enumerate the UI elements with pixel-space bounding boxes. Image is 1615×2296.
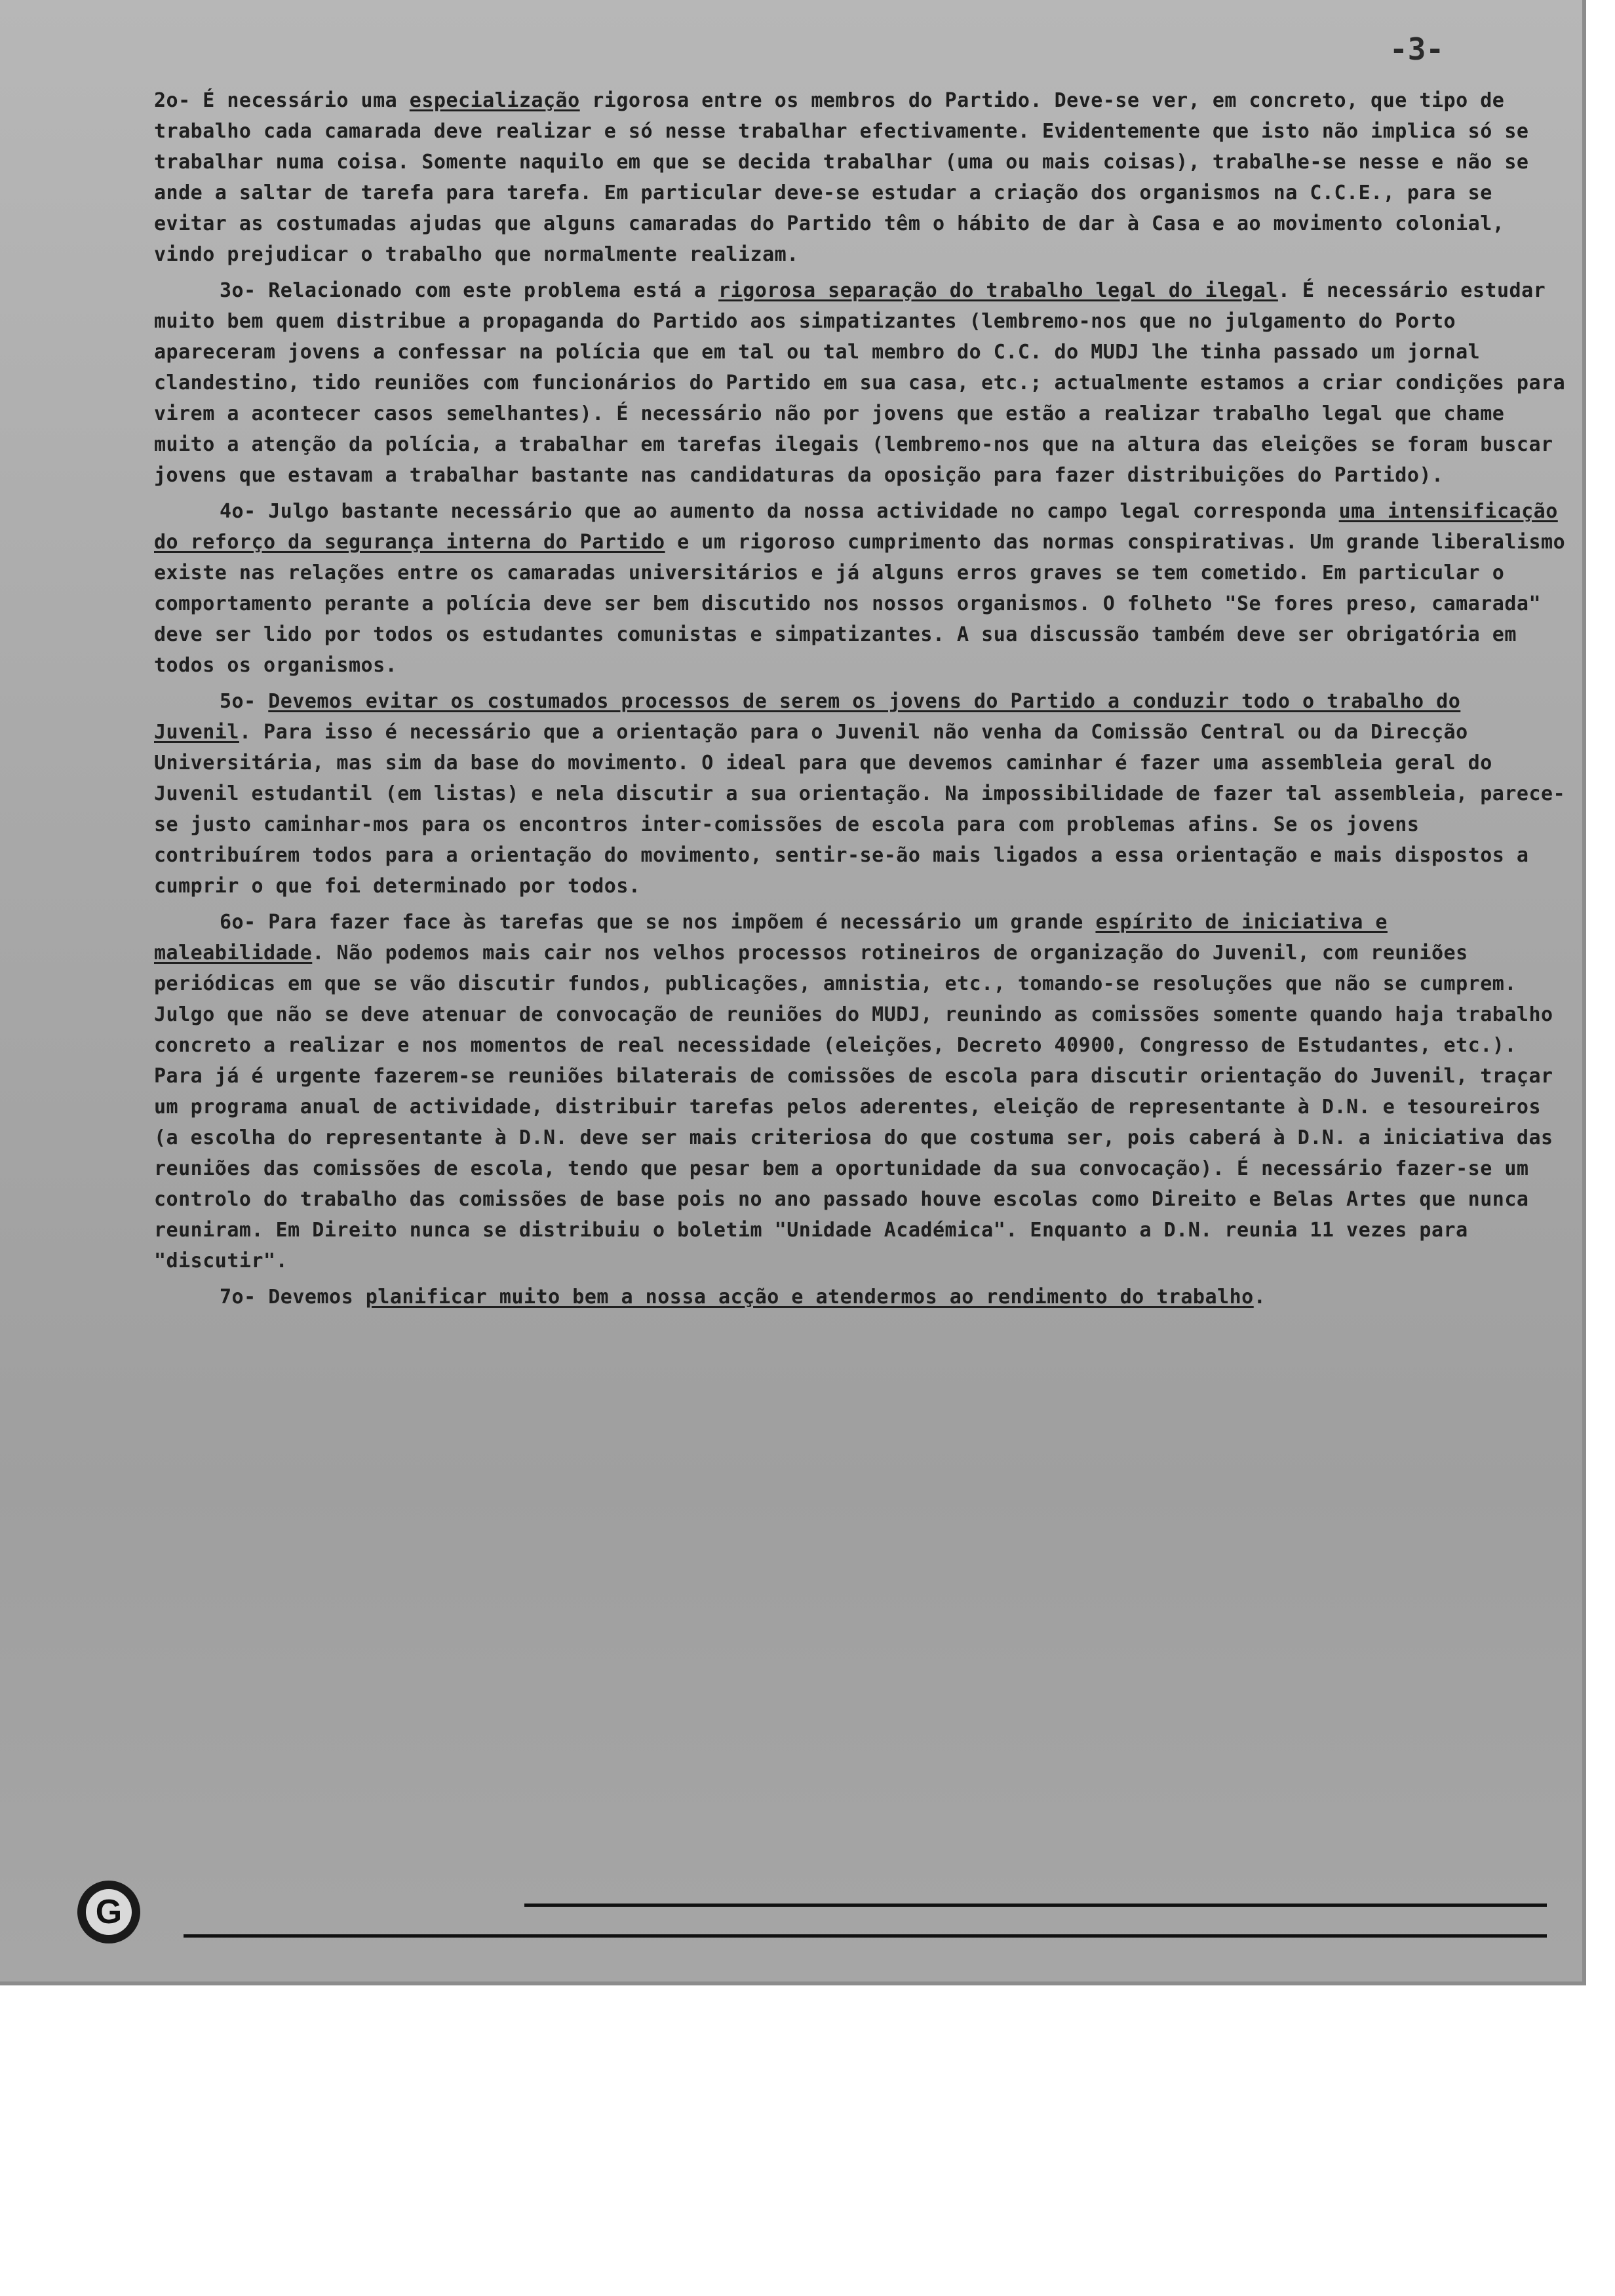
paragraph-3: 3o- Relacionado com este problema está a rigorosa separação do trabalho legal do ilegal. É necessário estudar muito bem quem distribue a propaganda do Partido aos simpatizantes (lembremo-nos que no julgamento do Porto apareceram jovens a confessar na polícia que em tal ou tal membro do C.C. do MUDJ lhe tinha passado um jornal clandestino, tido reuniões com funcionários do Partido em sua casa, etc.; actualmente estamos a criar condições para virem a acontecer casos semelhantes). É necessário não por jovens que estão a realizar trabalho legal que chame muito a atenção da polícia, a trabalhar em tarefas ilegais (lembremo-nos que na altura das eleições se foram buscar jovens que estavam a trabalhar bastante nas candidaturas da oposição para fazer distribuições do Partido). [154, 279, 1566, 487]
strike-through-line [524, 1904, 1547, 1907]
strike-through-line [184, 1934, 1547, 1938]
underlined-phrase: rigorosa separação do trabalho legal do ilegal [718, 279, 1278, 302]
document-body [154, 85, 1570, 1318]
archive-logo-icon: G [77, 1881, 140, 1943]
paragraph-5: 5o- Devemos evitar os costumados processos de serem os jovens do Partido a conduzir todo o trabalho do Juvenil. Para isso é necessário que a orientação para o Juvenil não venha da Comissão Central ou da Direcção Universitária, mas sim da base do movimento. O ideal para que devemos caminhar é fazer uma assembleia geral do Juvenil estudantil (em listas) e nela discutir a sua orientação. Na impossibilidade de fazer tal assembleia, parece-se justo caminhar-mos para os encontros inter-comissões de escola para com problemas afins. Se os jovens contribuírem todos para a orientação do movimento, sentir-se-ão mais ligados a essa orientação e mais dispostos a cumprir o que foi determinado por todos. [154, 690, 1566, 898]
paragraph-4: 4o- Julgo bastante necessário que ao aumento da nossa actividade no campo legal corresponda uma intensificação do reforço da segurança interna do Partido e um rigoroso cumprimento das normas conspirativas. Um grande liberalismo existe nas relações entre os camaradas universitários e já alguns erros graves se tem cometido. Em particular o comportamento perante a polícia deve ser bem discutido nos nossos organismos. O folheto "Se fores preso, camarada" deve ser lido por todos os estudantes comunistas e simpatizantes. A sua discussão também deve ser obrigatória em todos os organismos. [154, 500, 1566, 677]
underlined-phrase: especialização [409, 89, 580, 112]
underlined-phrase: planificar muito bem a nossa acção e atendermos ao rendimento do trabalho [365, 1286, 1254, 1309]
underlined-phrase: uma intensificação do reforço da segurança interna do Partido [154, 500, 1558, 554]
paragraph-7: 7o- Devemos planificar muito bem a nossa acção e atendermos ao rendimento do trabalho. [220, 1286, 1266, 1309]
underlined-phrase: espírito de iniciativa e maleabilidade [154, 911, 1388, 965]
page-number: -3- [1390, 31, 1445, 67]
paragraph-6: 6o- Para fazer face às tarefas que se nos impõem é necessário um grande espírito de iniciativa e maleabilidade. Não podemos mais cair nos velhos processos rotineiros de organização do Juvenil, com reuniões periódicas em que se vão discutir fundos, publicações, amnistia, etc., tomando-se resoluções que não se cumprem. Julgo que não se deve atenuar de convocação de reuniões do MUDJ, reunindo as comissões somente quando haja trabalho concreto a realizar e nos momentos de real necessidade (eleições, Decreto 40900, Congresso de Estudantes, etc.). Para já é urgente fazerem-se reuniões bilaterais de comissões de escola para discutir orientação do Juvenil, traçar um programa anual de actividade, distribuir tarefas pelos aderentes, eleição de representante à D.N. e tesoureiros (a escolha do representante à D.N. deve ser mais criteriosa do que costuma ser, pois caberá à D.N. a iniciativa das reuniões das comissões de escola, tendo que pesar bem a oportunidade da sua convocação). É necessário fazer-se um controlo do trabalho das comissões de base pois no ano passado houve escolas como Direito e Belas Artes que nunca reuniram. Em Direito nunca se distribuiu o boletim "Unidade Académica". Enquanto a D.N. reunia 11 vezes para "discutir". [154, 911, 1553, 1272]
underlined-phrase: Devemos evitar os costumados processos de serem os jovens do Partido a conduzir todo o trabalho do Juvenil [154, 690, 1461, 744]
paragraph-2: 2o- É necessário uma especialização rigorosa entre os membros do Partido. Deve-se ver, em concreto, que tipo de trabalho cada camarada deve realizar e só nesse trabalhar efectivamente. Evidentemente que isto não implica só se trabalhar numa coisa. Somente naquilo em que se decida trabalhar (uma ou mais coisas), trabalhe-se nesse e não se ande a saltar de tarefa para tarefa. Em particular deve-se estudar a criação dos organismos na C.C.E., para se evitar as costumadas ajudas que alguns camaradas do Partido têm o hábito de dar à Casa e ao movimento colonial, vindo prejudicar o trabalho que normalmente realizam. [154, 89, 1529, 266]
